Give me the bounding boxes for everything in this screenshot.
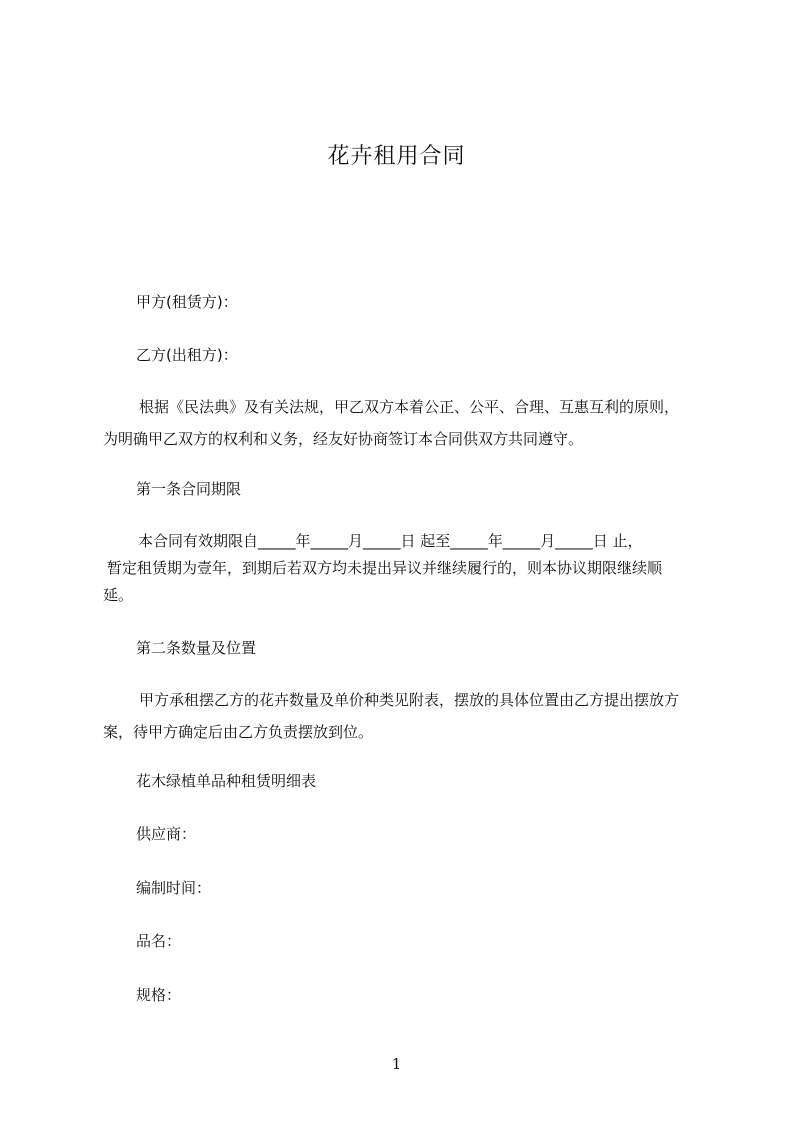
- preamble-paragraph: 根据《民法典》及有关法规，甲乙双方本着公正、公平、合理、互惠互利的原则，为明确甲乙双方的权利和义务，经友好协商签订本合同供双方共同遵守。: [103, 398, 680, 448]
- article-2-paragraph: 甲方承租摆乙方的花卉数量及单价种类见附表，摆放的具体位置由乙方提出摆放方案，待甲方确定后由乙方负责摆放到位。: [103, 691, 680, 741]
- article-1-line-1: 本合同有效期限自_____年_____月_____日 起至_____年_____月_____日 止，: [138, 532, 643, 550]
- article-1-line-3: 延。: [103, 586, 134, 604]
- article-1-line-2: 暂定租赁期为壹年，到期后若双方均未提出异议并继续履行的，则本协议期限继续顺: [107, 559, 663, 577]
- party-a-label: 甲方(租赁方)：: [136, 293, 238, 311]
- page-number: 1: [391, 1055, 402, 1073]
- product-name-label: 品名：: [136, 932, 182, 950]
- article-2-heading: 第二条数量及位置: [136, 639, 257, 657]
- article-1-heading: 第一条合同期限: [136, 480, 242, 498]
- supplier-label: 供应商：: [136, 825, 197, 843]
- compile-time-label: 编制时间：: [136, 879, 212, 897]
- document-title: 花卉租用合同: [327, 144, 466, 169]
- table-title: 花木绿植单品种租赁明细表: [136, 772, 317, 790]
- party-b-label: 乙方(出租方)：: [136, 346, 238, 364]
- specification-label: 规格：: [136, 986, 182, 1004]
